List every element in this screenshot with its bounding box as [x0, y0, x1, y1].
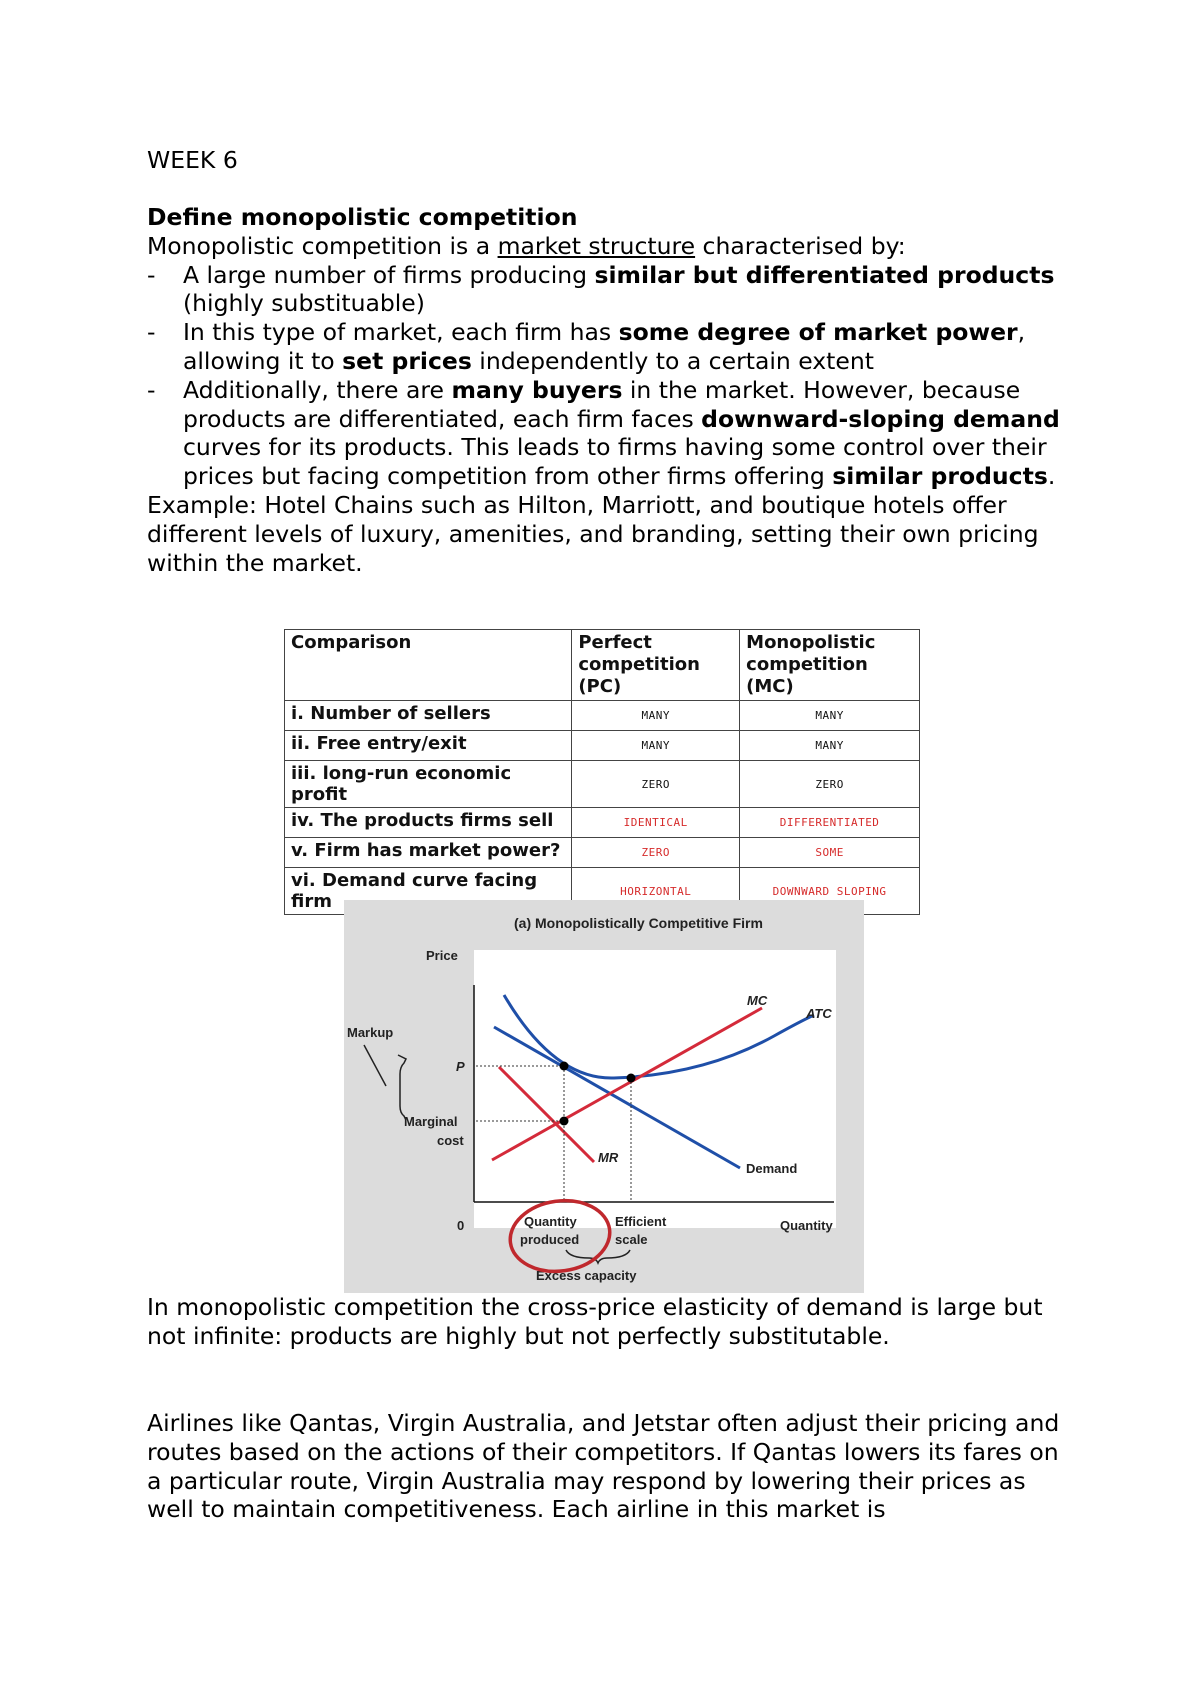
table-row: vi. Demand curve facing firm HORIZONTAL DOWNWARD SLOPING — [285, 868, 920, 915]
x-axis-label: Quantity — [780, 1218, 833, 1233]
header-perfect-competition: Perfect competition (PC) — [572, 630, 740, 701]
table-row: iv. The products firms sell IDENTICAL DIFFERENTIATED — [285, 808, 920, 838]
section-intro: Monopolistic competition is a market structure characterised by: — [147, 231, 906, 260]
list-item: - A large number of firms producing similar but differentiated products (highly substituable) — [147, 260, 1055, 318]
table-header-row — [285, 630, 920, 701]
header-comparison: Comparison — [285, 630, 572, 701]
market-structure-link: market structure — [497, 231, 696, 260]
mr-label: MR — [598, 1150, 619, 1165]
excess-capacity-label: Excess capacity — [536, 1268, 637, 1283]
quantity-produced-label-2: produced — [520, 1232, 580, 1247]
list-item: - Additionally, there are many buyers in the market. However, because products are differentiated, each firm faces downward-sloping demand curves for its products. This leads to firms having some control over their prices but facing competition from other firms offering similar products. — [147, 375, 1060, 491]
table-row: v. Firm has market power? ZERO SOME — [285, 838, 920, 868]
closing-paragraph-1: In monopolistic competition the cross-price elasticity of demand is large but not infinite: products are highly but not perfectly substitutable. — [147, 1293, 1043, 1350]
mc-mr-intersection-point — [560, 1117, 569, 1126]
efficient-scale-label-2: scale — [615, 1232, 648, 1247]
quantity-produced-label: Quantity — [524, 1214, 577, 1229]
mc-label: MC — [747, 993, 768, 1008]
efficient-scale-label: Efficient — [615, 1214, 667, 1229]
closing-paragraph-2: Airlines like Qantas, Virgin Australia, and Jetstar often adjust their pricing and routes based on the actions of their competitors. If Qantas lowers its fares on a particular route, Virgin Australia may respond by lowering their prices as well to maintain competitiveness. Each airline in this market is — [147, 1409, 1060, 1524]
header-monopolistic-competition: Monopolistic competition (MC) — [740, 630, 920, 701]
section-define — [147, 203, 1077, 577]
origin-label: 0 — [457, 1218, 465, 1233]
plot-area — [474, 950, 836, 1228]
demand-label: Demand — [746, 1161, 798, 1176]
figure-title: (a) Monopolistically Competitive Firm — [514, 915, 763, 931]
tangency-point — [560, 1062, 569, 1071]
list-item: - In this type of market, each firm has some degree of market power, allowing it to set prices independently to a certain extent — [147, 318, 1026, 375]
atc-label: ATC — [806, 1006, 832, 1021]
table-row: iii. long-run economic profit ZERO ZERO — [285, 761, 920, 808]
price-p-label: P — [456, 1059, 465, 1074]
y-axis-label: Price — [426, 948, 458, 963]
section-title: Define monopolistic competition — [147, 203, 578, 231]
week-heading: WEEK 6 — [147, 146, 238, 174]
markup-label: Markup — [347, 1025, 394, 1040]
table-row: ii. Free entry/exit MANY MANY — [285, 731, 920, 761]
marginal-cost-label-2: cost — [437, 1133, 464, 1148]
atc-minimum-point — [627, 1074, 636, 1083]
characteristics-list — [147, 261, 1077, 491]
marginal-cost-label: Marginal — [404, 1114, 458, 1129]
monopolistic-competition-diagram — [344, 900, 864, 1293]
table-row: i. Number of sellers MANY MANY — [285, 701, 920, 731]
comparison-table — [284, 629, 920, 915]
example-paragraph: Example: Hotel Chains such as Hilton, Marriott, and boutique hotels offer different levels of luxury, amenities, and branding, setting their own pricing within the market. — [147, 490, 1039, 577]
